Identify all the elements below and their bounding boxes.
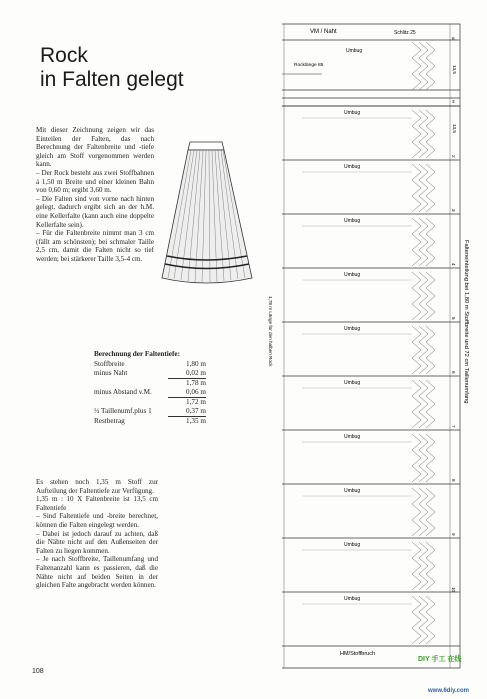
fold-number: 5	[451, 317, 456, 320]
intro-paragraph: – Der Rock besteht aus zwei Stoffbahnen á 1,50 m Breite und einer kleinen Bahn von 0,60 m; ergibt 3,60 m.	[36, 168, 154, 195]
calc-row	[94, 407, 206, 416]
calc-value: 1,72 m	[186, 398, 206, 406]
top-dim-label: 13,5	[452, 65, 457, 74]
fold-number: 3	[451, 209, 456, 212]
pleat-chevron-lines	[412, 380, 435, 428]
pleat-chevron-lines	[412, 272, 435, 320]
calc-label: minus Naht	[94, 369, 128, 377]
intro-text	[36, 126, 154, 264]
pleat-pattern-diagram	[262, 0, 482, 699]
fold-number: 10	[451, 587, 456, 593]
calc-row	[94, 379, 206, 388]
explanation-paragraph: – Sind Faltentiefe und -breite berechnet, können die Falten eingelegt werden.	[36, 512, 158, 529]
calc-value: 0,06 m	[186, 388, 206, 396]
fold-label: Umbug	[344, 380, 361, 386]
top-dim-label: 13,5	[452, 124, 457, 133]
fold-number: 8	[451, 479, 456, 482]
pleat-chevron-lines	[412, 42, 435, 90]
pleat-chevron-lines	[412, 488, 435, 536]
calc-value: 0,37 m	[186, 407, 206, 415]
pleat-chevron-lines	[412, 218, 435, 266]
fold-label: Umbug	[346, 48, 363, 54]
calc-row	[94, 369, 206, 378]
fold-label: Umbug	[344, 164, 361, 170]
intro-paragraph: – Die Falten sind von vorne nach hinten gelegt, dadurch ergibt sich an der h.M. eine Kellerfalte (kann auch eine doppelte Kellerfalte sein).	[36, 194, 154, 229]
pleat-chevron-lines	[412, 110, 435, 158]
fold-label: Umbug	[344, 110, 361, 116]
skirt-length-label: Rocklänge 85	[294, 63, 324, 68]
page-title	[40, 44, 184, 92]
calc-row	[94, 388, 206, 397]
skirt-illustration	[160, 138, 255, 288]
fold-label: Umbug	[344, 218, 361, 224]
watermark-logo: DIY 手工 在线	[418, 656, 462, 663]
calc-row	[94, 398, 206, 407]
explanation-paragraph: Es stehen noch 1,35 m Stoff zur Aufteilung der Faltentiefe zur Verfügung.	[36, 478, 158, 495]
watermark-url: www.6diy.com	[428, 688, 470, 694]
calc-value: 1,80 m	[186, 360, 206, 368]
pattern-outline	[282, 24, 460, 668]
fold-label: Umbug	[344, 542, 361, 548]
calc-label: ½ Taillenumf.plus 1	[94, 407, 152, 415]
fold-number: 4	[451, 263, 456, 266]
calc-value: 1,78 m	[186, 379, 206, 387]
explanation-paragraph: 1,35 m : 10 X Faltenbreite ist 13,5 cm Faltentiefe	[36, 495, 158, 512]
calc-row	[94, 417, 206, 426]
pleat-chevron-lines	[412, 326, 435, 374]
fold-number: 2	[451, 155, 456, 158]
top-dim-label: 3	[452, 99, 455, 104]
calc-label: Stoffbreite	[94, 360, 125, 368]
intro-paragraph: – Für die Faltenbreite nimmt man 3 cm (fällt am schönsten); bei schmaler Taille 2,5 cm, damit die Falten nicht so tief werden; bei stärkerer Taille 3,5-4 cm.	[36, 229, 154, 263]
calc-heading: Berechnung der Faltentiefe:	[94, 350, 180, 358]
fold-number: 9	[451, 533, 456, 536]
fold-label: Umbug	[344, 272, 361, 278]
calculation-table	[94, 350, 206, 426]
pleat-chevron-lines	[412, 164, 435, 212]
page-number: 108	[32, 668, 44, 675]
title-line-1: Rock	[40, 44, 88, 67]
pleat-chevron-lines	[412, 434, 435, 482]
fold-number: 7	[451, 425, 456, 428]
bottom-label: HM/Stoffbruch	[340, 651, 376, 657]
top-dim-label: 6	[452, 36, 455, 41]
pleat-chevron-lines	[412, 596, 435, 644]
calc-row	[94, 360, 206, 369]
vertical-length-label: 1,78 m Länge für den halben Rock	[268, 296, 273, 367]
fold-number: 6	[451, 371, 456, 374]
title-line-2: in Falten gelegt	[40, 68, 184, 91]
fold-label: Umbug	[344, 434, 361, 440]
calc-value: 1,35 m	[186, 417, 206, 425]
explanation-paragraph: – Dabei ist jedoch darauf zu achten, daß die Nähte nicht auf den Außenseiten der Falten zu liegen kommen.	[36, 529, 158, 555]
explanation-paragraph: – Je nach Stoffbreite, Taillenumfang und Faltenanzahl kann es passieren, daß die Nähte nicht auf beiden Seiten in der gleichen Falte angebracht werden können.	[36, 555, 158, 590]
calc-label: minus Abstand v.M.	[94, 388, 152, 396]
fold-label: Umbug	[344, 488, 361, 494]
intro-paragraph: Mit dieser Zeichnung zeigen wir das Einteilen der Falten, das nach Berechnung der Faltenbreite und -tiefe gleich am Stoff vorgenommen werden kann.	[36, 126, 154, 169]
explanation-text	[36, 478, 158, 590]
top-label: VM / Naht	[310, 29, 337, 35]
calc-value: 0,02 m	[186, 369, 206, 377]
fold-label: Umbug	[344, 326, 361, 332]
calc-label: Restbetrag	[94, 417, 125, 425]
pleat-chevron-lines	[412, 542, 435, 590]
vertical-caption-label: Falteneinteilung bei 1,80 m Stoffbreite und 72 cm Taillenumfang	[463, 240, 469, 404]
slit-label: Schlitz 25	[394, 30, 416, 36]
fold-label: Umbug	[344, 596, 361, 602]
